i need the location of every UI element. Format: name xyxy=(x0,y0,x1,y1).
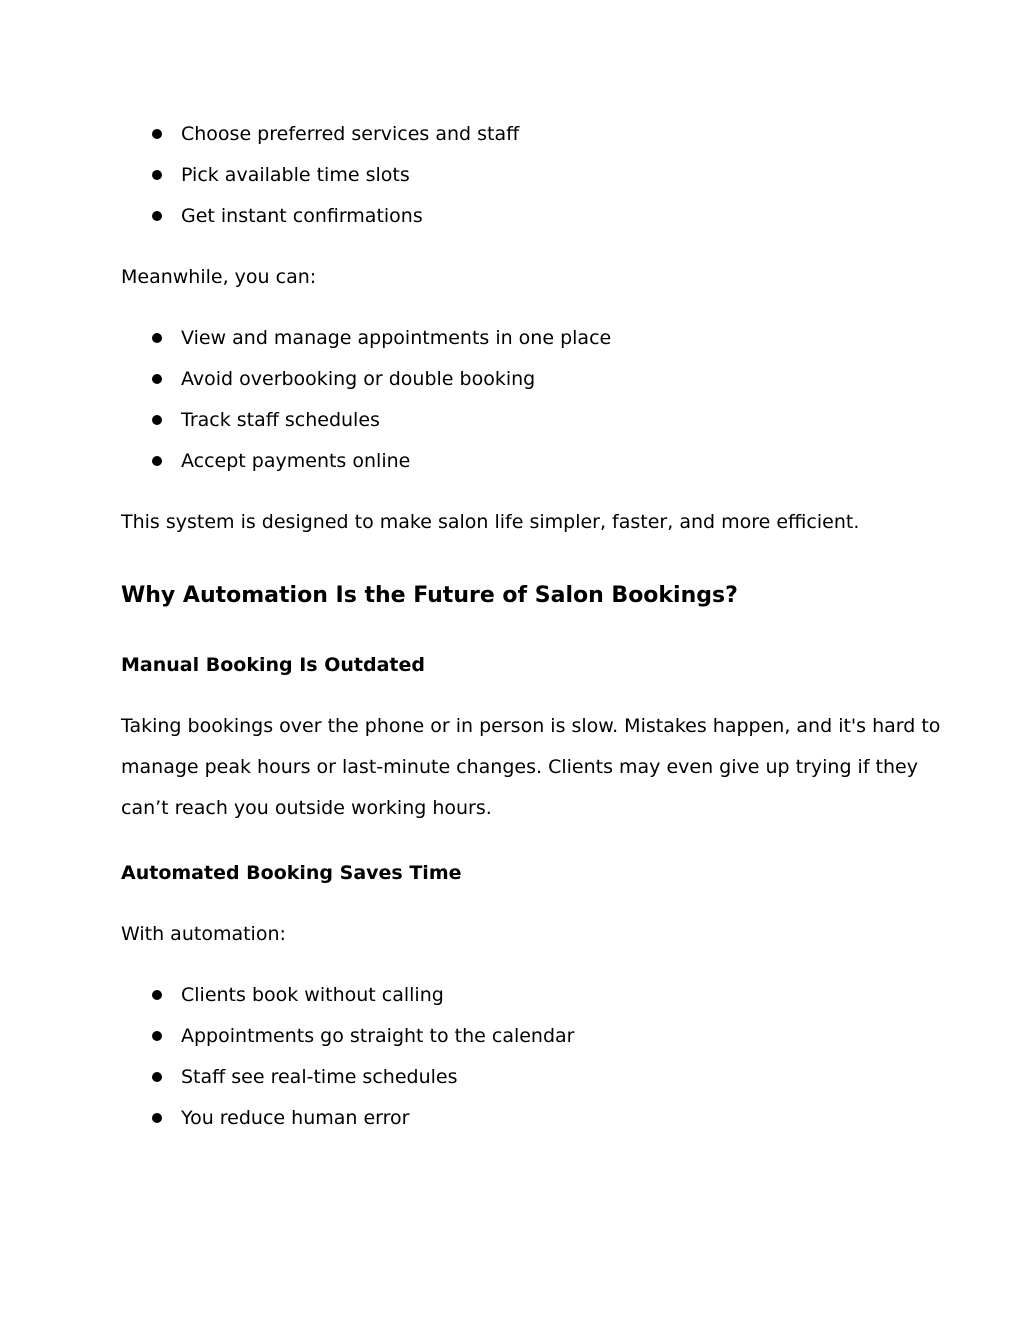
bullet-icon xyxy=(152,990,162,1000)
meanwhile-text: Meanwhile, you can: xyxy=(121,266,317,288)
bullet-icon xyxy=(152,374,162,384)
subsection-title-automated: Automated Booking Saves Time xyxy=(121,862,462,884)
manual-booking-paragraph xyxy=(121,714,941,820)
bullet-icon xyxy=(152,170,162,180)
bullet-icon xyxy=(152,211,162,221)
paragraph-line: Taking bookings over the phone or in person is slow. Mistakes happen, and it's hard to xyxy=(121,715,941,737)
automation-intro: With automation: xyxy=(121,923,286,945)
summary-paragraph: This system is designed to make salon life simpler, faster, and more efficient. xyxy=(121,511,860,533)
bullet-icon xyxy=(152,1031,162,1041)
bullet-icon xyxy=(152,333,162,343)
paragraph-line: manage peak hours or last-minute changes. Clients may even give up trying if they xyxy=(121,756,918,778)
paragraph-line: can’t reach you outside working hours. xyxy=(121,797,492,819)
bullet-icon xyxy=(152,415,162,425)
bullet-icon xyxy=(152,456,162,466)
bullet-icon xyxy=(152,129,162,139)
bullet-icon xyxy=(152,1113,162,1123)
section-heading: Why Automation Is the Future of Salon Bookings? xyxy=(121,583,738,608)
subsection-title-manual: Manual Booking Is Outdated xyxy=(121,654,425,676)
bullet-icon xyxy=(152,1072,162,1082)
document-page: Choose preferred services and staff Pick available time slots Get instant confirmations Meanwhile, you can: View and manage appointments in one place Avoid overbooking or double booking Track staff schedules Accept payments online This system is designed to make salon life simpler, faster, and more efficient. Why Automation Is the Future of Salon Bookings? Manual Booking Is Outdated Taking bookings over the phone or in person is slow. Mistakes happen, and it's hard to manage peak hours or last-minute changes. Clients may even give up trying if they can’t reach you outside working hours. Automated Booking Saves Time With automation: Clients book without calling Appointments go straight to the calendar Staff see real-time schedules You reduce human error xyxy=(121,123,941,1129)
